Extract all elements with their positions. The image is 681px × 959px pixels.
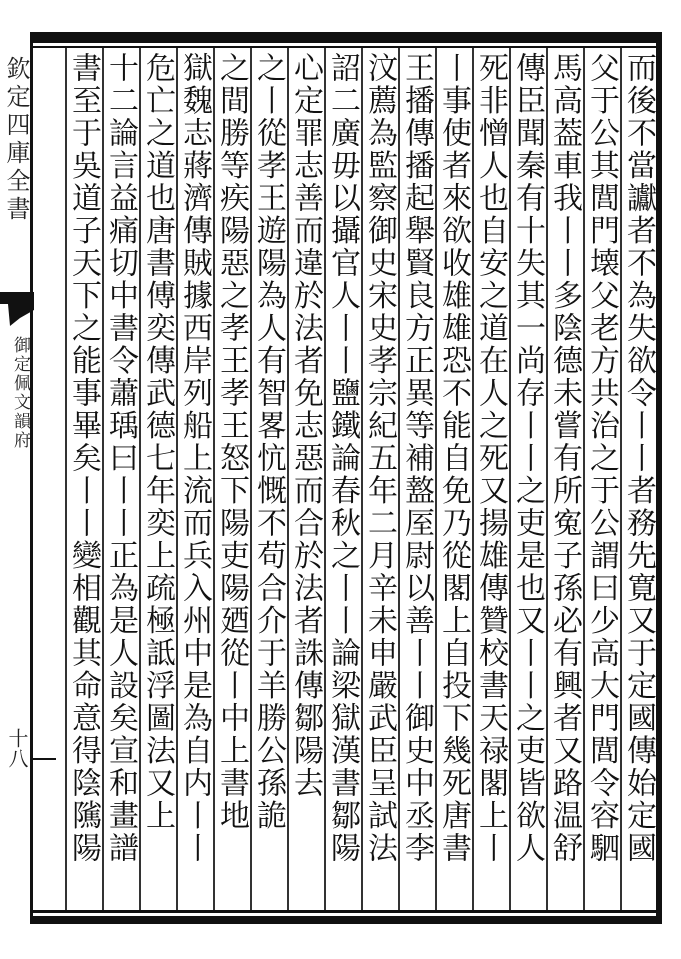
text-column-10: 心定罪志善而違於法者免志惡而合於法者誅傳鄒陽去 [288,52,323,800]
folio-number: 十八 [5,728,29,768]
margin-bar [0,292,34,304]
fish-tail-icon [8,304,34,326]
text-column-15: 十二論言益痛切中書令蕭瑀曰丨丨正為是人設矣宣和畫譜 [103,52,138,865]
text-column-7: 王播傳播起舉賢良方正異等補盩厔尉以善丨丨御史中丞李 [399,52,434,865]
text-column-6: 丨事使者來欲收雄雄恐不能自免乃從閣上自投下幾死唐書 [436,52,471,865]
text-column-13: 獄魏志蔣濟傳賊據西岸列船上流而兵入州中是為自内丨丨 [177,52,212,865]
text-column-5: 死非憎人也自安之道在人之死又揚雄傳贊校書天禄閣上丨 [473,52,508,865]
text-column-16: 書至于吳道子天下之能事畢矣丨丨變相觀其命意得陰隲陽 [66,52,101,865]
text-column-3: 馬高葢車我丨丨多陰德未嘗有所寃子孫必有興者又路温舒 [547,52,582,865]
text-column-14: 危亡之道也唐書傅奕傳武德七年奕上疏極詆浮圖法又上 [140,52,175,832]
text-column-4: 傳臣聞秦有十失其一尚存丨丨之吏是也又丨丨之吏皆欲人 [510,52,545,865]
frame-bottom-border [30,910,662,924]
text-column-2: 父于公其閭門壊父老方共治之于公謂曰少高大門閭令容駟 [584,52,619,865]
text-column-8: 汶薦為監察御史宋史孝宗紀五年二月辛未申嚴武臣呈試法 [362,52,397,865]
section-title: 御定佩文韻府 [10,336,30,450]
text-column-9: 詔二廣毋以攝官人丨丨鹽鐵論春秋之丨丨論梁獄漢書鄒陽 [325,52,360,865]
frame-top-border [30,32,662,48]
text-column-1: 而後不當讞者不為失欲令丨丨者務先寛又于定國傳始定國 [621,52,656,865]
book-title: 欽定四庫全書 [2,56,30,224]
text-column-11: 之丨從孝王遊陽為人有智畧忼慨不苟合介于羊勝公孫詭 [251,52,286,832]
text-column-12: 之間勝等疾陽惡之孝王孝王怒下陽吏陽廼從丨中上書地 [214,52,249,832]
folio-line [30,758,56,760]
